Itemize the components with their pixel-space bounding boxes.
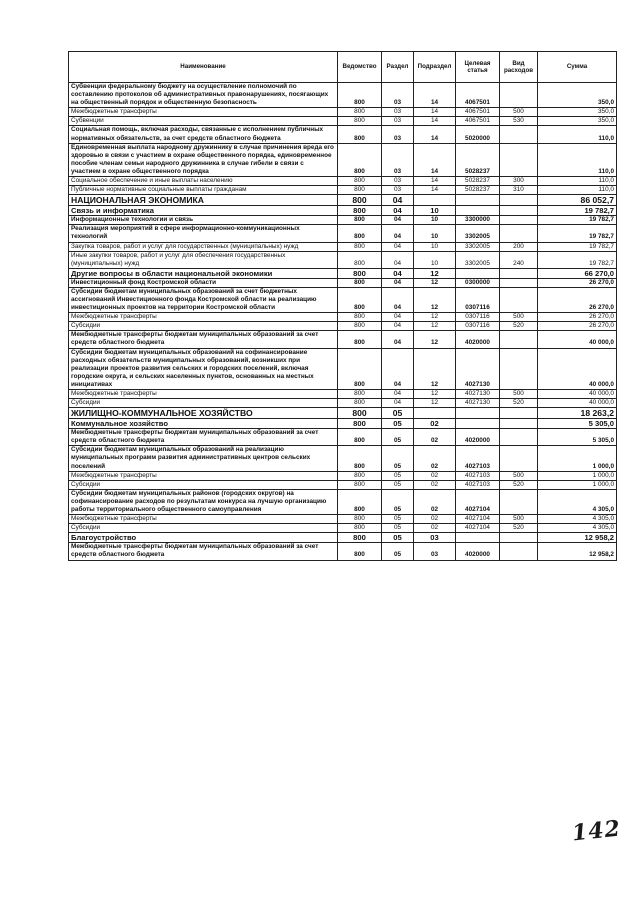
- cell-section: 04: [382, 242, 414, 251]
- cell-section: 04: [382, 268, 414, 278]
- header-subsection: Подраздел: [414, 52, 456, 83]
- cell-dept: 800: [338, 108, 382, 117]
- cell-exptype: 520: [500, 399, 538, 408]
- table-row: [69, 515, 617, 524]
- cell-subsection: 02: [414, 429, 456, 446]
- cell-sum: 1 000,0: [538, 446, 617, 471]
- cell-name: Благоустройство: [69, 533, 338, 543]
- cell-section: 05: [382, 515, 414, 524]
- cell-name: Межбюджетные трансферты бюджетам муниципальных образований за счет средств областного бюджета: [69, 543, 338, 560]
- cell-dept: 800: [338, 278, 382, 287]
- cell-sum: 66 270,0: [538, 268, 617, 278]
- cell-section: 05: [382, 533, 414, 543]
- cell-target: 0307116: [456, 287, 500, 312]
- cell-exptype: [500, 331, 538, 348]
- cell-subsection: 14: [414, 108, 456, 117]
- cell-sum: 350,0: [538, 117, 617, 126]
- cell-sum: 350,0: [538, 108, 617, 117]
- cell-name: Субсидии: [69, 399, 338, 408]
- cell-target: 5020000: [456, 126, 500, 143]
- cell-exptype: 500: [500, 515, 538, 524]
- cell-dept: 800: [338, 322, 382, 331]
- table-row: [69, 446, 617, 471]
- cell-dept: 800: [338, 117, 382, 126]
- cell-sum: 350,0: [538, 83, 617, 108]
- cell-exptype: [500, 446, 538, 471]
- budget-table: [68, 51, 617, 561]
- cell-section: 04: [382, 206, 414, 216]
- cell-sum: 110,0: [538, 126, 617, 143]
- cell-exptype: [500, 83, 538, 108]
- cell-section: 03: [382, 117, 414, 126]
- cell-exptype: 520: [500, 322, 538, 331]
- cell-sum: 110,0: [538, 143, 617, 176]
- table-row: [69, 543, 617, 560]
- table-row: [69, 186, 617, 195]
- header-target: Целевая статья: [456, 52, 500, 83]
- cell-subsection: 14: [414, 177, 456, 186]
- cell-sum: 40 000,0: [538, 390, 617, 399]
- cell-section: 04: [382, 348, 414, 389]
- table-row: [69, 143, 617, 176]
- cell-name: Субвенции: [69, 117, 338, 126]
- cell-section: 04: [382, 251, 414, 268]
- cell-exptype: [500, 143, 538, 176]
- cell-section: 04: [382, 322, 414, 331]
- cell-name: Субсидии бюджетам муниципальных образований на софинансирование расходных обязательств муниципальных образований, возникших при реализации проектов развития сельских и городских поселений, включая городские округа, и сельских населенных пунктов, основанных на местных инициативах: [69, 348, 338, 389]
- table-row: [69, 278, 617, 287]
- cell-section: 04: [382, 331, 414, 348]
- cell-subsection: 02: [414, 489, 456, 514]
- cell-target: 4027130: [456, 399, 500, 408]
- cell-target: [456, 533, 500, 543]
- table-body: [69, 83, 617, 561]
- header-exptype: Вид расходов: [500, 52, 538, 83]
- cell-subsection: 10: [414, 216, 456, 225]
- cell-exptype: [500, 348, 538, 389]
- cell-section: 05: [382, 471, 414, 480]
- cell-target: 4020000: [456, 543, 500, 560]
- cell-dept: 800: [338, 489, 382, 514]
- cell-section: 05: [382, 408, 414, 419]
- table-row: [69, 251, 617, 268]
- cell-sum: 4 305,0: [538, 515, 617, 524]
- cell-exptype: [500, 408, 538, 419]
- cell-sum: 26 270,0: [538, 278, 617, 287]
- cell-target: 5028237: [456, 143, 500, 176]
- cell-target: [456, 206, 500, 216]
- cell-section: 03: [382, 126, 414, 143]
- cell-name: Субсидии: [69, 524, 338, 533]
- cell-target: 3300000: [456, 216, 500, 225]
- cell-name: ЖИЛИЩНО-КОММУНАЛЬНОЕ ХОЗЯЙСТВО: [69, 408, 338, 419]
- cell-dept: 800: [338, 399, 382, 408]
- cell-exptype: 500: [500, 390, 538, 399]
- cell-target: 4027130: [456, 390, 500, 399]
- cell-sum: 40 000,0: [538, 399, 617, 408]
- cell-subsection: 14: [414, 186, 456, 195]
- cell-subsection: 14: [414, 126, 456, 143]
- cell-sum: 86 052,7: [538, 195, 617, 206]
- cell-section: 04: [382, 278, 414, 287]
- cell-target: [456, 268, 500, 278]
- cell-target: 4027104: [456, 524, 500, 533]
- cell-subsection: [414, 195, 456, 206]
- cell-subsection: 12: [414, 348, 456, 389]
- cell-exptype: 500: [500, 108, 538, 117]
- cell-section: 04: [382, 195, 414, 206]
- cell-subsection: 12: [414, 322, 456, 331]
- cell-exptype: [500, 429, 538, 446]
- cell-sum: 110,0: [538, 186, 617, 195]
- table-row: [69, 331, 617, 348]
- cell-exptype: [500, 533, 538, 543]
- table-header-row: [69, 52, 617, 83]
- cell-name: Межбюджетные трансферты бюджетам муниципальных образований за счет средств областного бюджета: [69, 331, 338, 348]
- cell-target: 0307116: [456, 322, 500, 331]
- table-row: [69, 242, 617, 251]
- table-row: [69, 313, 617, 322]
- cell-dept: 800: [338, 515, 382, 524]
- cell-section: 05: [382, 543, 414, 560]
- cell-sum: 40 000,0: [538, 331, 617, 348]
- cell-name: Межбюджетные трансферты: [69, 108, 338, 117]
- cell-exptype: 200: [500, 242, 538, 251]
- cell-sum: 19 782,7: [538, 251, 617, 268]
- cell-target: 0300000: [456, 278, 500, 287]
- cell-dept: 800: [338, 419, 382, 429]
- cell-exptype: [500, 206, 538, 216]
- cell-name: Межбюджетные трансферты: [69, 390, 338, 399]
- cell-section: 04: [382, 216, 414, 225]
- cell-dept: 800: [338, 390, 382, 399]
- table-row: [69, 429, 617, 446]
- cell-name: Информационные технологии и связь: [69, 216, 338, 225]
- header-name: Наименование: [69, 52, 338, 83]
- cell-dept: 800: [338, 216, 382, 225]
- cell-subsection: 12: [414, 313, 456, 322]
- header-section: Раздел: [382, 52, 414, 83]
- cell-sum: 110,0: [538, 177, 617, 186]
- cell-name: Единовременная выплата народному дружиннику в случае причинения вреда его здоровью в связи с участием в охране общественного порядка, единовременное пособие членам семьи народного дружинника в случае гибели в связи с участием в охране общественного порядка: [69, 143, 338, 176]
- table-row: [69, 83, 617, 108]
- cell-subsection: 02: [414, 419, 456, 429]
- table-row: [69, 533, 617, 543]
- cell-target: 4020000: [456, 429, 500, 446]
- cell-name: Связь и информатика: [69, 206, 338, 216]
- cell-target: [456, 408, 500, 419]
- cell-section: 05: [382, 524, 414, 533]
- cell-dept: 800: [338, 126, 382, 143]
- cell-subsection: 02: [414, 480, 456, 489]
- cell-dept: 800: [338, 186, 382, 195]
- cell-name: Межбюджетные трансферты: [69, 471, 338, 480]
- cell-target: 4067501: [456, 117, 500, 126]
- cell-subsection: 10: [414, 206, 456, 216]
- cell-target: 4027104: [456, 489, 500, 514]
- cell-section: 04: [382, 287, 414, 312]
- cell-exptype: 520: [500, 480, 538, 489]
- cell-target: 3302005: [456, 242, 500, 251]
- table-row: [69, 322, 617, 331]
- cell-dept: 800: [338, 348, 382, 389]
- cell-section: 05: [382, 419, 414, 429]
- cell-sum: 19 782,7: [538, 206, 617, 216]
- table-row: [69, 480, 617, 489]
- cell-subsection: 02: [414, 446, 456, 471]
- cell-exptype: 310: [500, 186, 538, 195]
- cell-subsection: 14: [414, 117, 456, 126]
- cell-name: Публичные нормативные социальные выплаты гражданам: [69, 186, 338, 195]
- cell-name: Субвенции федеральному бюджету на осуществление полномочий по составлению протоколов об административных правонарушениях, посягающих на общественный порядок и общественную безопасность: [69, 83, 338, 108]
- cell-sum: 40 000,0: [538, 348, 617, 389]
- table-row: [69, 126, 617, 143]
- cell-dept: 800: [338, 83, 382, 108]
- table-row: [69, 489, 617, 514]
- cell-sum: 26 270,0: [538, 313, 617, 322]
- cell-subsection: 03: [414, 543, 456, 560]
- cell-exptype: [500, 268, 538, 278]
- cell-sum: 12 958,2: [538, 543, 617, 560]
- cell-exptype: 240: [500, 251, 538, 268]
- cell-subsection: 14: [414, 83, 456, 108]
- cell-dept: 800: [338, 195, 382, 206]
- cell-dept: 800: [338, 251, 382, 268]
- cell-target: 4027103: [456, 480, 500, 489]
- cell-exptype: [500, 195, 538, 206]
- cell-name: Межбюджетные трансферты: [69, 515, 338, 524]
- cell-name: Субсидии бюджетам муниципальных образований на реализацию муниципальных программ развития административных центров сельских поселений: [69, 446, 338, 471]
- cell-subsection: 14: [414, 143, 456, 176]
- cell-target: [456, 419, 500, 429]
- table-row: [69, 399, 617, 408]
- cell-exptype: [500, 216, 538, 225]
- cell-dept: 800: [338, 206, 382, 216]
- cell-target: 5028237: [456, 186, 500, 195]
- cell-sum: 12 958,2: [538, 533, 617, 543]
- cell-dept: 800: [338, 471, 382, 480]
- cell-target: 5028237: [456, 177, 500, 186]
- cell-target: 4067501: [456, 108, 500, 117]
- cell-subsection: 12: [414, 268, 456, 278]
- cell-subsection: 12: [414, 399, 456, 408]
- cell-dept: 800: [338, 331, 382, 348]
- cell-dept: 800: [338, 524, 382, 533]
- cell-target: 0307116: [456, 313, 500, 322]
- cell-sum: 4 305,0: [538, 524, 617, 533]
- cell-target: 4027103: [456, 446, 500, 471]
- cell-dept: 800: [338, 533, 382, 543]
- cell-dept: 800: [338, 313, 382, 322]
- cell-sum: 5 305,0: [538, 419, 617, 429]
- cell-exptype: [500, 287, 538, 312]
- cell-exptype: [500, 225, 538, 242]
- cell-exptype: [500, 489, 538, 514]
- cell-name: Субсидии: [69, 480, 338, 489]
- cell-subsection: [414, 408, 456, 419]
- table-row: [69, 287, 617, 312]
- cell-section: 04: [382, 225, 414, 242]
- cell-target: 4027103: [456, 471, 500, 480]
- cell-dept: 800: [338, 177, 382, 186]
- cell-sum: 5 305,0: [538, 429, 617, 446]
- cell-name: Инвестиционный фонд Костромской области: [69, 278, 338, 287]
- cell-dept: 800: [338, 143, 382, 176]
- table-row: [69, 195, 617, 206]
- cell-exptype: [500, 543, 538, 560]
- cell-section: 03: [382, 83, 414, 108]
- cell-name: Закупка товаров, работ и услуг для государственных (муниципальных) нужд: [69, 242, 338, 251]
- cell-name: Коммунальное хозяйство: [69, 419, 338, 429]
- table-row: [69, 216, 617, 225]
- cell-sum: 26 270,0: [538, 322, 617, 331]
- cell-target: 4027130: [456, 348, 500, 389]
- cell-dept: 800: [338, 429, 382, 446]
- cell-subsection: 10: [414, 225, 456, 242]
- cell-dept: 800: [338, 408, 382, 419]
- cell-section: 04: [382, 390, 414, 399]
- table-row: [69, 390, 617, 399]
- cell-section: 03: [382, 177, 414, 186]
- cell-exptype: 520: [500, 524, 538, 533]
- cell-section: 03: [382, 143, 414, 176]
- cell-section: 04: [382, 313, 414, 322]
- cell-name: Реализация мероприятий в сфере информационно-коммуникационных технологий: [69, 225, 338, 242]
- cell-target: 3302005: [456, 225, 500, 242]
- cell-target: 4020000: [456, 331, 500, 348]
- cell-subsection: 10: [414, 242, 456, 251]
- table-row: [69, 348, 617, 389]
- cell-sum: 1 000,0: [538, 480, 617, 489]
- cell-section: 05: [382, 489, 414, 514]
- cell-exptype: 500: [500, 313, 538, 322]
- cell-exptype: 530: [500, 117, 538, 126]
- cell-target: [456, 195, 500, 206]
- cell-subsection: 10: [414, 251, 456, 268]
- cell-name: НАЦИОНАЛЬНАЯ ЭКОНОМИКА: [69, 195, 338, 206]
- cell-dept: 800: [338, 480, 382, 489]
- table-row: [69, 419, 617, 429]
- table-row: [69, 108, 617, 117]
- cell-subsection: 12: [414, 331, 456, 348]
- table-row: [69, 177, 617, 186]
- cell-dept: 800: [338, 446, 382, 471]
- cell-name: Субсидии бюджетам муниципальных районов (городских округов) на софинансирование расходов по результатам конкурса на лучшую организацию работы территориального общественного самоуправления: [69, 489, 338, 514]
- cell-subsection: 02: [414, 515, 456, 524]
- table-row: [69, 117, 617, 126]
- table-row: [69, 268, 617, 278]
- table-row: [69, 408, 617, 419]
- cell-name: Межбюджетные трансферты бюджетам муниципальных образований за счет средств областного бюджета: [69, 429, 338, 446]
- cell-subsection: 02: [414, 471, 456, 480]
- header-sum: Сумма: [538, 52, 617, 83]
- cell-sum: 18 263,2: [538, 408, 617, 419]
- cell-subsection: 12: [414, 287, 456, 312]
- cell-subsection: 02: [414, 524, 456, 533]
- cell-target: 4027104: [456, 515, 500, 524]
- cell-section: 05: [382, 480, 414, 489]
- table-row: [69, 225, 617, 242]
- cell-sum: 19 782,7: [538, 225, 617, 242]
- cell-exptype: 500: [500, 471, 538, 480]
- cell-name: Субсидии: [69, 322, 338, 331]
- cell-exptype: [500, 419, 538, 429]
- table-row: [69, 524, 617, 533]
- budget-sheet: [68, 51, 616, 561]
- cell-section: 03: [382, 186, 414, 195]
- cell-target: 4067501: [456, 83, 500, 108]
- cell-exptype: 300: [500, 177, 538, 186]
- cell-exptype: [500, 126, 538, 143]
- cell-dept: 800: [338, 242, 382, 251]
- cell-name: Другие вопросы в области национальной экономики: [69, 268, 338, 278]
- cell-dept: 800: [338, 225, 382, 242]
- cell-section: 04: [382, 399, 414, 408]
- cell-name: Межбюджетные трансферты: [69, 313, 338, 322]
- cell-dept: 800: [338, 268, 382, 278]
- cell-name: Социальное обеспечение и иные выплаты населению: [69, 177, 338, 186]
- cell-sum: 26 270,0: [538, 287, 617, 312]
- cell-dept: 800: [338, 287, 382, 312]
- cell-sum: 19 782,7: [538, 216, 617, 225]
- cell-exptype: [500, 278, 538, 287]
- cell-name: Субсидии бюджетам муниципальных образований за счет бюджетных ассигнований Инвестиционного фонда Костромской области на реализацию инвестиционных проектов на территории Костромской области: [69, 287, 338, 312]
- header-dept: Ведомство: [338, 52, 382, 83]
- table-row: [69, 471, 617, 480]
- cell-subsection: 03: [414, 533, 456, 543]
- page-number: 142: [570, 815, 623, 847]
- cell-target: 3302005: [456, 251, 500, 268]
- table-row: [69, 206, 617, 216]
- cell-sum: 19 782,7: [538, 242, 617, 251]
- cell-name: Иные закупки товаров, работ и услуг для обеспечения государственных (муниципальных) нужд: [69, 251, 338, 268]
- cell-sum: 4 305,0: [538, 489, 617, 514]
- cell-section: 05: [382, 429, 414, 446]
- cell-subsection: 12: [414, 278, 456, 287]
- cell-name: Социальная помощь, включая расходы, связанные с исполнением публичных нормативных обязательств, за счет средств областного бюджета: [69, 126, 338, 143]
- cell-dept: 800: [338, 543, 382, 560]
- cell-sum: 1 000,0: [538, 471, 617, 480]
- cell-section: 05: [382, 446, 414, 471]
- cell-subsection: 12: [414, 390, 456, 399]
- cell-section: 03: [382, 108, 414, 117]
